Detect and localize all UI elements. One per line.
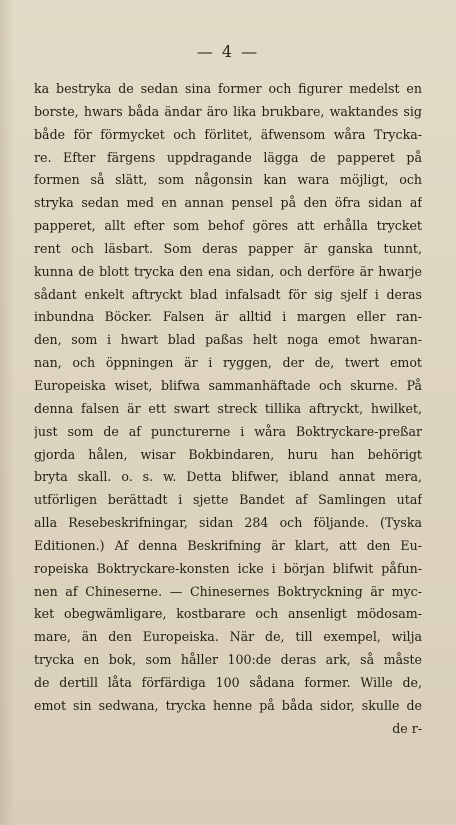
text-line: gjorda hålen, wisar Bokbindaren, huru han behörigt [34,446,422,462]
text-line: sådant enkelt aftryckt blad infalsadt för sig sjelf i deras [34,286,422,302]
text-line: kunna de blott trycka den ena sidan, och derföre är hwarje [34,263,422,279]
text-line: nen af Chineserne. — Chinesernes Boktryckning är myc- [34,583,422,599]
text-line: alla Resebeskrifningar, sidan 284 och följande. (Tyska [34,515,422,531]
text-line: formen så slätt, som någonsin kan wara möjligt, och [34,172,422,188]
text-line: utförligen berättadt i sjette Bandet af Samlingen utaf [34,492,422,508]
text-line: ka bestryka de sedan sina former och figurer medelst en [34,81,422,96]
text-line: de dertill låta förfärdiga 100 sådana former. Wille de, [34,674,422,690]
text-line: ket obegwämligare, kostbarare och ansenligt mödosam- [34,606,422,622]
text-line: Editionen.) Af denna Beskrifning är klart, att den Eu- [34,537,422,553]
text-line: nan, och öppningen är i ryggen, der de, twert emot [34,355,422,371]
text-line: den, som i hwart blad paßas helt noga emot hwaran- [34,332,422,348]
text-line: ropeiska Boktryckare-konsten icke i början blifwit påfun- [34,560,422,576]
page-body-text [34,78,422,740]
page-number: — 4 — [196,42,260,61]
text-line: både för förmycket och förlitet, äfwensom wåra Trycka- [34,126,422,142]
text-line: denna falsen är ett swart streck tillika aftryckt, hwilket, [34,400,422,416]
text-line: bryta skall. o. s. w. Detta blifwer, ibland annat mera, [34,469,422,485]
text-line: mare, än den Europeiska. När de, till exempel, wilja [34,629,422,645]
text-line: Europeiska wiset, blifwa sammanhäftade och skurne. På [34,377,422,393]
page-edge-shadow [0,0,14,825]
text-line: re. Efter färgens uppdragande lägga de papperet på [34,149,422,165]
text-line: rent och läsbart. Som deras papper är ganska tunnt, [34,240,422,256]
text-line: emot sin sedwana, trycka henne på båda sidor, skulle de [34,697,422,713]
catchword: de r- [392,720,422,736]
text-line: inbundna Böcker. Falsen är alltid i margen eller ran- [34,309,422,325]
text-line: borste, hwars båda ändar äro lika brukbare, waktandes sig [34,103,422,119]
text-line: stryka sedan med en annan pensel på den öfra sidan af [34,195,422,211]
text-line: just som de af puncturerne i wåra Boktryckare-preßar [34,423,422,439]
text-line: papperet, allt efter som behof göres att erhålla trycket [34,218,422,234]
text-line: trycka en bok, som håller 100:de deras ark, så måste [34,652,422,668]
